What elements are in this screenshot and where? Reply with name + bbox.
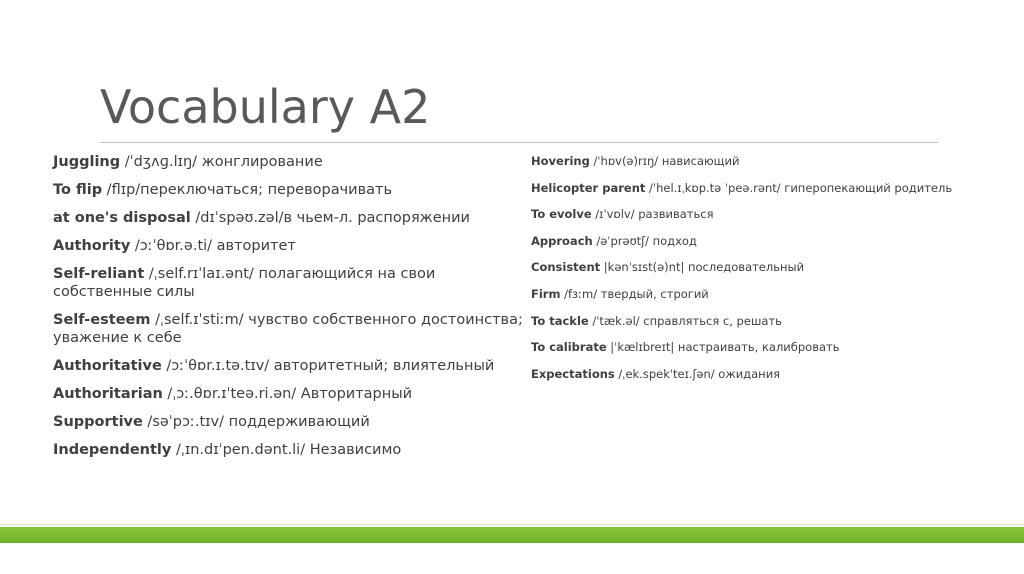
vocab-definition: /səˈpɔː.tɪv/ поддерживающий bbox=[142, 414, 370, 430]
vocab-entry bbox=[53, 237, 523, 255]
vocab-term: To flip bbox=[53, 182, 103, 198]
vocab-entry bbox=[53, 385, 523, 403]
vocab-term: Firm bbox=[531, 286, 561, 301]
vocab-term: Approach bbox=[531, 233, 593, 248]
left-vocabulary-column bbox=[53, 153, 523, 469]
vocab-entry bbox=[53, 413, 523, 431]
vocab-definition: /ˈhɒv(ə)rɪŋ/ нависающий bbox=[589, 154, 740, 168]
vocab-entry bbox=[531, 366, 991, 393]
vocab-definition: /ˌɔː.θɒr.ɪˈteə.ri.ən/ Авторитарный bbox=[162, 386, 413, 402]
vocab-definition: |ˈkælɪbreɪt| настраивать, калибровать bbox=[606, 340, 840, 355]
vocab-term: To calibrate bbox=[531, 340, 607, 355]
vocab-entry bbox=[531, 206, 991, 233]
vocab-term: Authoritative bbox=[53, 358, 162, 374]
vocab-definition: /ˌself.rɪˈlaɪ.ənt/ полагающийся на свои собственные силы bbox=[53, 266, 436, 300]
vocab-definition: /flɪp/переключаться; переворачивать bbox=[102, 182, 393, 198]
vocab-entry bbox=[53, 209, 523, 227]
vocab-entry bbox=[531, 233, 991, 260]
footer-accent-bar bbox=[0, 527, 1024, 543]
vocab-term: Consistent bbox=[531, 260, 601, 275]
vocab-entry bbox=[531, 259, 991, 286]
right-vocabulary-column bbox=[531, 153, 991, 392]
vocab-term: at one's disposal bbox=[53, 210, 191, 226]
vocab-definition: /ɔːˈθɒr.ə.ti/ авторитет bbox=[130, 238, 296, 254]
vocab-definition: /ˌek.spekˈteɪ.ʃən/ ожидания bbox=[614, 366, 781, 381]
vocab-definition: /fɜːm/ твердый, строгий bbox=[560, 286, 709, 301]
vocab-term: Authority bbox=[53, 238, 131, 254]
vocab-entry bbox=[53, 357, 523, 375]
vocab-entry bbox=[53, 311, 523, 347]
vocab-term: Hovering bbox=[531, 154, 590, 168]
vocab-entry bbox=[531, 286, 991, 313]
vocab-term: Self-esteem bbox=[53, 312, 151, 328]
vocab-entry bbox=[53, 181, 523, 199]
vocab-term: Supportive bbox=[53, 414, 143, 430]
title-divider bbox=[100, 142, 938, 143]
vocab-definition: /əˈprəʊtʃ/ подход bbox=[592, 233, 697, 248]
vocab-definition: /ˈhel.ɪˌkɒp.tə ˈpeə.rənt/ гиперопекающий родитель bbox=[645, 180, 953, 195]
vocab-definition: /ɪˈvɒlv/ развиваться bbox=[591, 207, 714, 222]
slide-title: Vocabulary A2 bbox=[100, 80, 431, 134]
vocab-term: Expectations bbox=[531, 366, 615, 381]
vocab-definition: /ˈdʒʌɡ.lɪŋ/ жонглирование bbox=[120, 154, 323, 170]
vocab-definition: /ˌself.ɪˈstiːm/ чувство собственного достоинства; уважение к себе bbox=[53, 312, 523, 346]
vocab-term: Self-reliant bbox=[53, 266, 145, 282]
vocab-term: Helicopter parent bbox=[531, 180, 646, 195]
vocab-entry bbox=[53, 441, 523, 459]
vocab-term: Authoritarian bbox=[53, 386, 163, 402]
vocab-definition: |kənˈsɪst(ə)nt| последовательный bbox=[600, 260, 805, 275]
vocab-entry bbox=[53, 265, 523, 301]
vocab-definition: /ˈtæk.əl/ справляться с, решать bbox=[588, 313, 782, 328]
vocab-entry bbox=[531, 313, 991, 340]
vocab-definition: /ɔːˈθɒr.ɪ.tə.tɪv/ авторитетный; влиятельный bbox=[161, 358, 495, 374]
vocab-definition: /dɪˈspəʊ.zəl/в чьем-л. распоряжении bbox=[190, 210, 470, 226]
vocab-term: To tackle bbox=[531, 313, 589, 328]
footer-accent-line bbox=[0, 524, 1024, 525]
vocab-term: To evolve bbox=[531, 207, 592, 222]
vocab-entry bbox=[53, 153, 523, 171]
vocab-term: Juggling bbox=[53, 154, 121, 170]
vocab-entry bbox=[531, 339, 991, 366]
vocab-entry bbox=[531, 153, 991, 180]
vocab-definition: /ˌɪn.dɪˈpen.dənt.li/ Независимо bbox=[171, 442, 402, 458]
vocab-entry bbox=[531, 180, 991, 207]
vocab-term: Independently bbox=[53, 442, 172, 458]
